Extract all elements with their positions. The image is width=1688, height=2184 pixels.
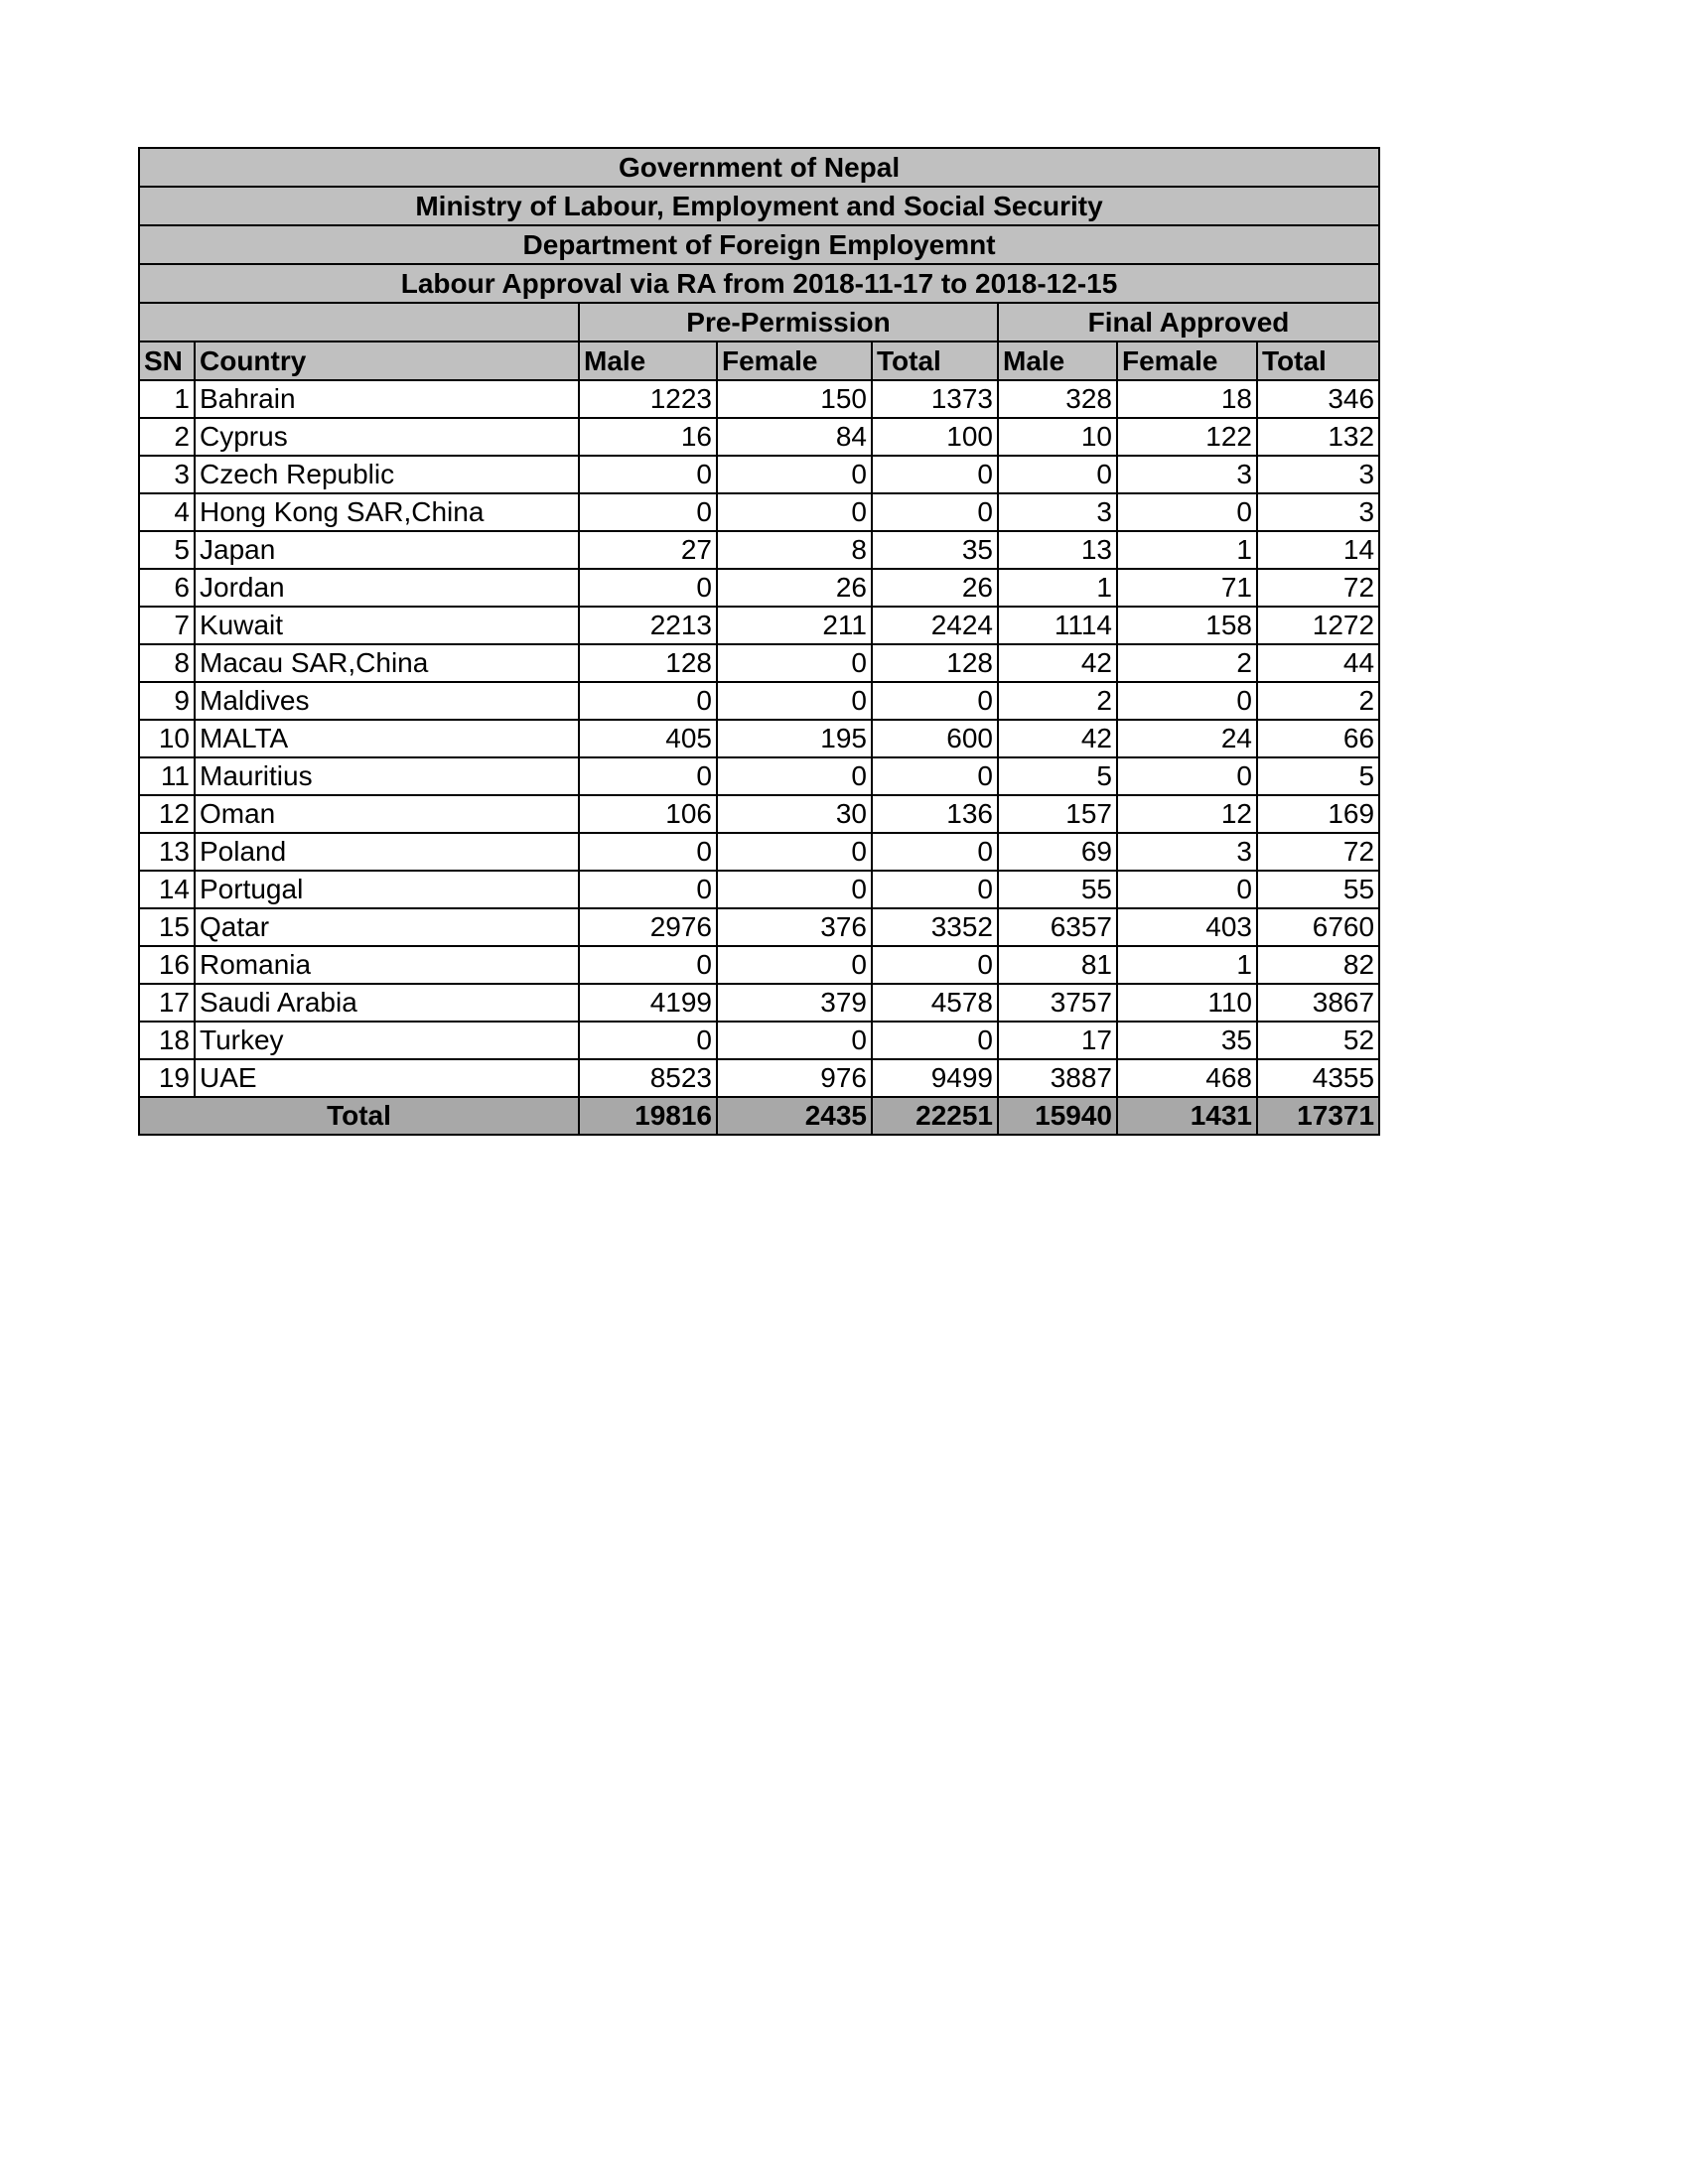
- cell-final-male: 3887: [998, 1059, 1117, 1097]
- table-row: [139, 607, 1379, 644]
- cell-final-male: 42: [998, 644, 1117, 682]
- cell-sn: 14: [139, 871, 195, 908]
- cell-final-female: 468: [1117, 1059, 1257, 1097]
- table-row: [139, 720, 1379, 757]
- cell-sn: 10: [139, 720, 195, 757]
- cell-pre-female: 0: [717, 871, 872, 908]
- cell-pre-male: 0: [579, 1022, 717, 1059]
- cell-final-male: 17: [998, 1022, 1117, 1059]
- cell-final-female: 3: [1117, 456, 1257, 493]
- cell-pre-total: 1373: [872, 380, 998, 418]
- cell-final-total: 72: [1257, 833, 1379, 871]
- cell-country: Japan: [195, 531, 579, 569]
- cell-pre-male: 2976: [579, 908, 717, 946]
- cell-pre-total: 26: [872, 569, 998, 607]
- cell-final-female: 2: [1117, 644, 1257, 682]
- cell-country: Oman: [195, 795, 579, 833]
- table-row: [139, 757, 1379, 795]
- col-header-sn: SN: [139, 341, 195, 380]
- table-row: [139, 418, 1379, 456]
- cell-sn: 13: [139, 833, 195, 871]
- cell-final-male: 6357: [998, 908, 1117, 946]
- cell-final-female: 158: [1117, 607, 1257, 644]
- cell-final-male: 42: [998, 720, 1117, 757]
- cell-final-male: 328: [998, 380, 1117, 418]
- cell-pre-total: 4578: [872, 984, 998, 1022]
- cell-country: Kuwait: [195, 607, 579, 644]
- cell-country: Saudi Arabia: [195, 984, 579, 1022]
- cell-sn: 5: [139, 531, 195, 569]
- table-row: [139, 682, 1379, 720]
- cell-pre-total: 35: [872, 531, 998, 569]
- cell-final-female: 24: [1117, 720, 1257, 757]
- cell-final-female: 0: [1117, 871, 1257, 908]
- cell-final-total: 2: [1257, 682, 1379, 720]
- cell-final-total: 66: [1257, 720, 1379, 757]
- cell-final-total: 3867: [1257, 984, 1379, 1022]
- cell-pre-total: 2424: [872, 607, 998, 644]
- total-final-male: 15940: [998, 1097, 1117, 1135]
- cell-pre-male: 106: [579, 795, 717, 833]
- cell-pre-male: 27: [579, 531, 717, 569]
- cell-pre-male: 1223: [579, 380, 717, 418]
- cell-final-total: 6760: [1257, 908, 1379, 946]
- cell-sn: 19: [139, 1059, 195, 1097]
- cell-pre-female: 84: [717, 418, 872, 456]
- cell-pre-male: 0: [579, 871, 717, 908]
- cell-pre-total: 9499: [872, 1059, 998, 1097]
- cell-pre-female: 211: [717, 607, 872, 644]
- header-ministry: Ministry of Labour, Employment and Social Security: [139, 187, 1379, 225]
- total-pre-male: 19816: [579, 1097, 717, 1135]
- total-final-female: 1431: [1117, 1097, 1257, 1135]
- cell-pre-male: 0: [579, 456, 717, 493]
- cell-final-female: 1: [1117, 946, 1257, 984]
- cell-pre-female: 0: [717, 644, 872, 682]
- table-row: [139, 493, 1379, 531]
- table-row: [139, 1022, 1379, 1059]
- cell-final-total: 132: [1257, 418, 1379, 456]
- cell-pre-female: 0: [717, 946, 872, 984]
- cell-pre-total: 0: [872, 757, 998, 795]
- cell-final-female: 403: [1117, 908, 1257, 946]
- cell-pre-total: 0: [872, 493, 998, 531]
- cell-sn: 4: [139, 493, 195, 531]
- cell-final-male: 3757: [998, 984, 1117, 1022]
- cell-sn: 16: [139, 946, 195, 984]
- cell-final-female: 0: [1117, 757, 1257, 795]
- cell-final-total: 82: [1257, 946, 1379, 984]
- cell-pre-male: 0: [579, 682, 717, 720]
- cell-pre-total: 0: [872, 1022, 998, 1059]
- cell-country: Bahrain: [195, 380, 579, 418]
- cell-final-total: 5: [1257, 757, 1379, 795]
- cell-sn: 9: [139, 682, 195, 720]
- cell-final-total: 3: [1257, 493, 1379, 531]
- cell-pre-total: 136: [872, 795, 998, 833]
- cell-pre-male: 8523: [579, 1059, 717, 1097]
- table-row: [139, 456, 1379, 493]
- cell-final-total: 52: [1257, 1022, 1379, 1059]
- cell-country: Romania: [195, 946, 579, 984]
- cell-pre-total: 0: [872, 833, 998, 871]
- table-row: [139, 946, 1379, 984]
- cell-country: Maldives: [195, 682, 579, 720]
- table-row: [139, 795, 1379, 833]
- cell-sn: 3: [139, 456, 195, 493]
- cell-final-male: 157: [998, 795, 1117, 833]
- cell-pre-male: 4199: [579, 984, 717, 1022]
- cell-pre-female: 26: [717, 569, 872, 607]
- cell-pre-female: 379: [717, 984, 872, 1022]
- cell-pre-female: 150: [717, 380, 872, 418]
- cell-pre-male: 0: [579, 833, 717, 871]
- cell-final-total: 44: [1257, 644, 1379, 682]
- total-pre-female: 2435: [717, 1097, 872, 1135]
- cell-country: Macau SAR,China: [195, 644, 579, 682]
- cell-pre-female: 30: [717, 795, 872, 833]
- total-row: [139, 1097, 1379, 1135]
- cell-final-total: 3: [1257, 456, 1379, 493]
- cell-final-total: 4355: [1257, 1059, 1379, 1097]
- cell-final-female: 35: [1117, 1022, 1257, 1059]
- col-header-final-total: Total: [1257, 341, 1379, 380]
- cell-country: Cyprus: [195, 418, 579, 456]
- cell-final-female: 71: [1117, 569, 1257, 607]
- cell-final-female: 1: [1117, 531, 1257, 569]
- cell-pre-female: 376: [717, 908, 872, 946]
- cell-pre-female: 0: [717, 757, 872, 795]
- col-header-country: Country: [195, 341, 579, 380]
- cell-pre-total: 0: [872, 456, 998, 493]
- cell-final-male: 2: [998, 682, 1117, 720]
- cell-sn: 11: [139, 757, 195, 795]
- cell-pre-female: 0: [717, 682, 872, 720]
- table-row: [139, 1059, 1379, 1097]
- cell-final-male: 1: [998, 569, 1117, 607]
- cell-sn: 8: [139, 644, 195, 682]
- cell-country: Hong Kong SAR,China: [195, 493, 579, 531]
- cell-sn: 15: [139, 908, 195, 946]
- cell-pre-male: 0: [579, 493, 717, 531]
- cell-final-total: 14: [1257, 531, 1379, 569]
- labour-approval-sheet: [138, 147, 1378, 1136]
- cell-pre-total: 3352: [872, 908, 998, 946]
- cell-pre-female: 0: [717, 833, 872, 871]
- cell-pre-male: 16: [579, 418, 717, 456]
- cell-sn: 6: [139, 569, 195, 607]
- cell-country: Turkey: [195, 1022, 579, 1059]
- cell-pre-total: 0: [872, 946, 998, 984]
- cell-country: Qatar: [195, 908, 579, 946]
- cell-final-female: 122: [1117, 418, 1257, 456]
- col-header-final-female: Female: [1117, 341, 1257, 380]
- cell-final-male: 5: [998, 757, 1117, 795]
- cell-country: MALTA: [195, 720, 579, 757]
- cell-sn: 2: [139, 418, 195, 456]
- cell-sn: 12: [139, 795, 195, 833]
- cell-pre-female: 976: [717, 1059, 872, 1097]
- cell-country: Poland: [195, 833, 579, 871]
- table-row: [139, 833, 1379, 871]
- col-header-pre-male: Male: [579, 341, 717, 380]
- total-pre-total: 22251: [872, 1097, 998, 1135]
- cell-final-total: 1272: [1257, 607, 1379, 644]
- col-header-final-male: Male: [998, 341, 1117, 380]
- table-row: [139, 531, 1379, 569]
- cell-pre-male: 2213: [579, 607, 717, 644]
- table-row: [139, 644, 1379, 682]
- table-row: [139, 569, 1379, 607]
- cell-final-male: 81: [998, 946, 1117, 984]
- cell-final-female: 0: [1117, 493, 1257, 531]
- cell-country: Mauritius: [195, 757, 579, 795]
- group-header-pre-permission: Pre-Permission: [579, 303, 998, 341]
- col-header-pre-female: Female: [717, 341, 872, 380]
- cell-final-female: 0: [1117, 682, 1257, 720]
- cell-final-female: 3: [1117, 833, 1257, 871]
- cell-final-male: 10: [998, 418, 1117, 456]
- cell-pre-total: 0: [872, 871, 998, 908]
- cell-final-total: 346: [1257, 380, 1379, 418]
- group-header-blank: [139, 303, 579, 341]
- cell-final-male: 69: [998, 833, 1117, 871]
- cell-country: Jordan: [195, 569, 579, 607]
- cell-pre-female: 0: [717, 493, 872, 531]
- cell-sn: 1: [139, 380, 195, 418]
- cell-pre-female: 195: [717, 720, 872, 757]
- table-row: [139, 908, 1379, 946]
- cell-pre-female: 0: [717, 1022, 872, 1059]
- cell-pre-total: 0: [872, 682, 998, 720]
- table-row: [139, 871, 1379, 908]
- cell-pre-total: 600: [872, 720, 998, 757]
- group-header-final-approved: Final Approved: [998, 303, 1379, 341]
- cell-final-male: 0: [998, 456, 1117, 493]
- total-label: Total: [139, 1097, 579, 1135]
- col-header-pre-total: Total: [872, 341, 998, 380]
- cell-sn: 17: [139, 984, 195, 1022]
- cell-final-total: 169: [1257, 795, 1379, 833]
- cell-country: UAE: [195, 1059, 579, 1097]
- cell-final-female: 110: [1117, 984, 1257, 1022]
- cell-pre-male: 0: [579, 757, 717, 795]
- cell-pre-male: 0: [579, 946, 717, 984]
- cell-pre-total: 128: [872, 644, 998, 682]
- cell-final-male: 13: [998, 531, 1117, 569]
- header-report-title: Labour Approval via RA from 2018-11-17 to 2018-12-15: [139, 264, 1379, 303]
- cell-country: Portugal: [195, 871, 579, 908]
- cell-sn: 18: [139, 1022, 195, 1059]
- cell-final-total: 55: [1257, 871, 1379, 908]
- table-row: [139, 380, 1379, 418]
- table-row: [139, 984, 1379, 1022]
- total-final-total: 17371: [1257, 1097, 1379, 1135]
- cell-final-male: 3: [998, 493, 1117, 531]
- cell-final-total: 72: [1257, 569, 1379, 607]
- cell-final-male: 1114: [998, 607, 1117, 644]
- header-government: Government of Nepal: [139, 148, 1379, 187]
- cell-pre-male: 405: [579, 720, 717, 757]
- cell-pre-total: 100: [872, 418, 998, 456]
- cell-pre-female: 8: [717, 531, 872, 569]
- cell-final-male: 55: [998, 871, 1117, 908]
- cell-final-female: 12: [1117, 795, 1257, 833]
- cell-country: Czech Republic: [195, 456, 579, 493]
- cell-final-female: 18: [1117, 380, 1257, 418]
- cell-sn: 7: [139, 607, 195, 644]
- cell-pre-male: 128: [579, 644, 717, 682]
- header-department: Department of Foreign Employemnt: [139, 225, 1379, 264]
- cell-pre-male: 0: [579, 569, 717, 607]
- labour-approval-table: [138, 147, 1380, 1136]
- cell-pre-female: 0: [717, 456, 872, 493]
